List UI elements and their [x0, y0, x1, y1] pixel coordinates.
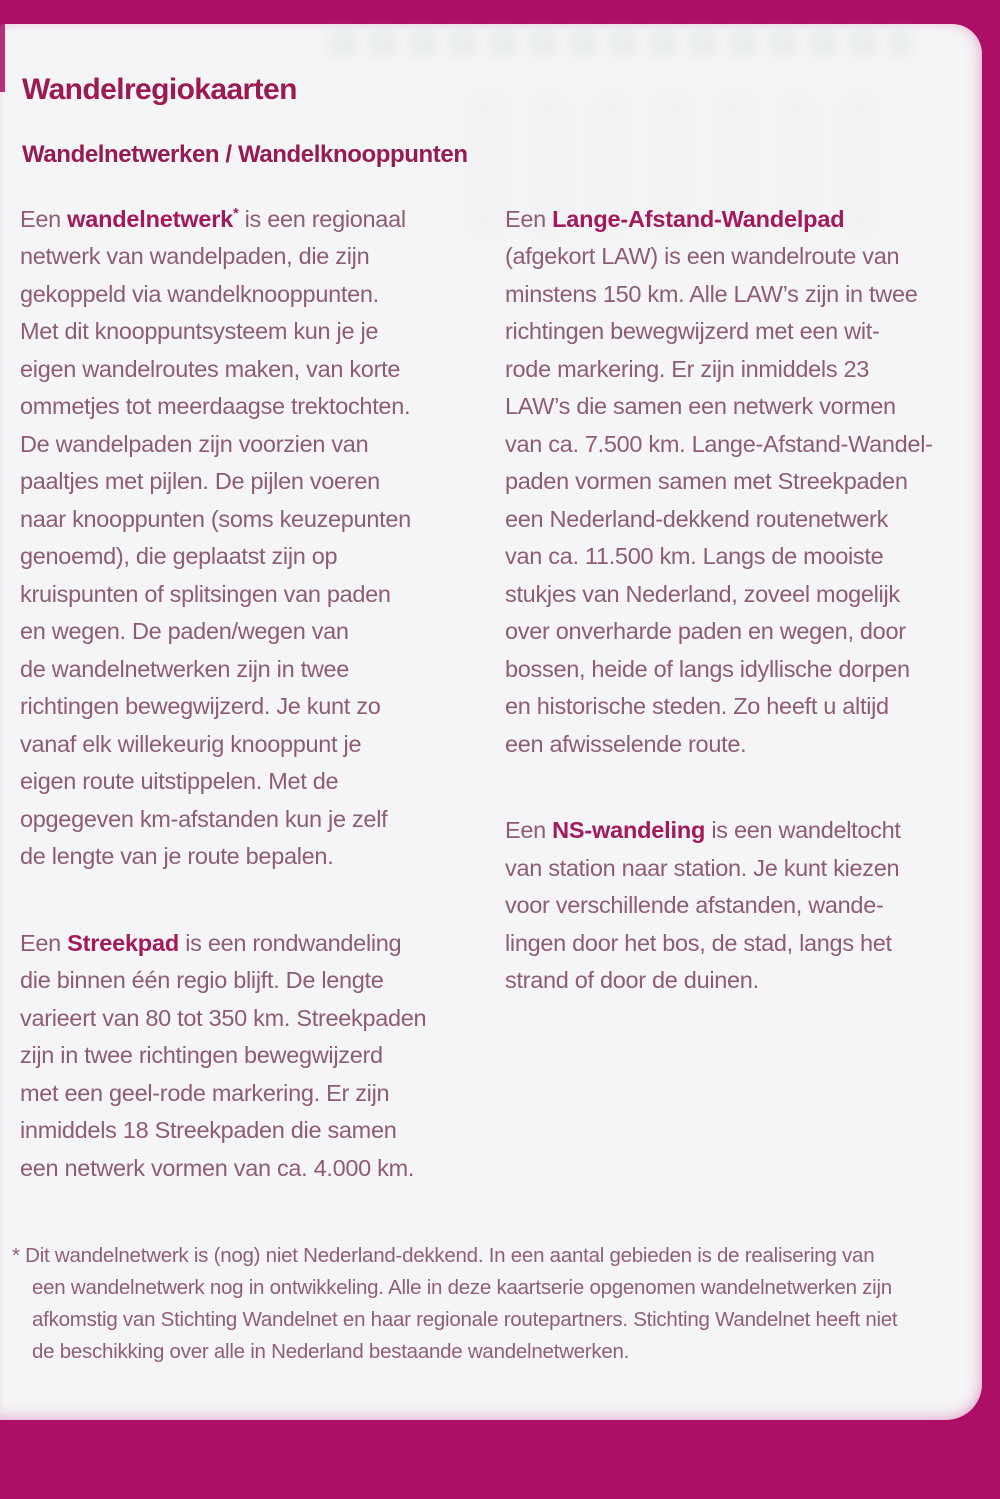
text-line: de wandelnetwerken zijn in twee: [20, 655, 350, 682]
text-line: vanaf elk willekeurig knooppunt je: [20, 730, 362, 757]
text-line: van ca. 11.500 km. Langs de mooiste: [505, 543, 884, 570]
text-line: [505, 807, 961, 849]
text-line: Met dit knooppuntsysteem kun je je: [20, 318, 379, 345]
text-line: voor verschillende afstanden, wande-: [505, 892, 884, 919]
lead-text: Een: [20, 205, 68, 232]
text-line: kruispunten of splitsingen van paden: [20, 580, 391, 607]
text-line: de lengte van je route bepalen.: [20, 843, 334, 870]
text-line: naar knooppunten (soms keuzepunten: [20, 505, 411, 532]
text-line: richtingen bewegwijzerd met een wit-: [505, 318, 880, 345]
text-line: gekoppeld via wandelknooppunten.: [20, 280, 379, 307]
paragraph-streekpad: [20, 920, 458, 1187]
text-line: De wandelpaden zijn voorzien van: [20, 430, 369, 457]
text-line: van station naar station. Je kunt kiezen: [505, 854, 900, 881]
text-line: inmiddels 18 Streekpaden die samen: [20, 1117, 397, 1144]
keyword-streekpad: Streekpad: [67, 929, 179, 956]
footnote-line: een wandelnetwerk nog in ontwikkeling. Alle in deze kaartserie opgenomen wandelnetwerken zijn: [32, 1276, 892, 1299]
text-line: een netwerk vormen van ca. 4.000 km.: [20, 1154, 415, 1181]
text-line: strand of door de duinen.: [505, 967, 759, 994]
text-line: paaltjes met pijlen. De pijlen voeren: [20, 468, 380, 495]
paragraph-lange-afstand-wandelpad: [505, 196, 961, 763]
lead-rest: is een wandeltocht: [705, 817, 901, 844]
text-line: LAW’s die samen een netwerk vormen: [505, 393, 896, 420]
lead-text: Een: [505, 817, 553, 844]
text-line: ommetjes tot meerdaagse trektochten.: [20, 393, 411, 420]
text-line: van ca. 7.500 km. Lange-Afstand-Wandel-: [505, 430, 933, 457]
lead-text: Een: [505, 205, 553, 232]
footnote-line: * Dit wandelnetwerk is (nog) niet Nederland-dekkend. In een aantal gebieden is de realisering van: [12, 1244, 875, 1267]
text-line: richtingen bewegwijzerd. Je kunt zo: [20, 693, 381, 720]
text-line: minstens 150 km. Alle LAW’s zijn in twee: [505, 280, 918, 307]
text-line: lingen door het bos, de stad, langs het: [505, 929, 892, 956]
text-line: en historische steden. Zo heeft u altijd: [505, 693, 889, 720]
right-column: [505, 196, 961, 1000]
keyword-wandelnetwerk: wandelnetwerk: [67, 205, 234, 232]
page-subtitle: Wandelnetwerken / Wandelknooppunten: [22, 141, 468, 168]
text-line: die binnen één regio blijft. De lengte: [20, 967, 384, 994]
page-paper: [0, 24, 982, 1420]
text-line: rode markering. Er zijn inmiddels 23: [505, 355, 870, 382]
text-line: netwerk van wandelpaden, die zijn: [20, 243, 370, 270]
text-line: [20, 196, 458, 238]
keyword-lange-afstand-wandelpad: Lange-Afstand-Wandelpad: [552, 205, 845, 232]
footnote-asterisk: *: [233, 206, 239, 222]
footnote-line: de beschikking over alle in Nederland bestaande wandelnetwerken.: [32, 1340, 630, 1363]
lead-rest: is een regionaal: [238, 205, 406, 232]
paragraph-ns-wandeling: [505, 807, 961, 999]
footnote: [12, 1240, 962, 1368]
text-line: (afgekort LAW) is een wandelroute van: [505, 243, 900, 270]
text-line: zijn in twee richtingen bewegwijzerd: [20, 1042, 383, 1069]
lead-text: Een: [20, 929, 68, 956]
paragraph-wandelnetwerk: [20, 196, 458, 876]
text-line: varieert van 80 tot 350 km. Streekpaden: [20, 1004, 427, 1031]
left-column: [20, 196, 458, 1187]
text-line: [505, 196, 961, 238]
keyword-ns-wandeling: NS-wandeling: [552, 817, 706, 844]
text-line: bossen, heide of langs idyllische dorpen: [505, 655, 910, 682]
text-line: [20, 920, 458, 962]
text-line: met een geel-rode markering. Er zijn: [20, 1079, 390, 1106]
text-line: over onverharde paden en wegen, door: [505, 618, 906, 645]
frame-left-sliver: [0, 0, 5, 92]
text-line: en wegen. De paden/wegen van: [20, 618, 349, 645]
text-line: paden vormen samen met Streekpaden: [505, 468, 908, 495]
page-title: Wandelregiokaarten: [22, 73, 297, 106]
bleed-through-smudge-top: [330, 28, 910, 56]
footnote-line: afkomstig van Stichting Wandelnet en haar regionale routepartners. Stichting Wandelnet heeft niet: [32, 1308, 898, 1331]
text-line: eigen route uitstippelen. Met de: [20, 768, 339, 795]
lead-rest: is een rondwandeling: [179, 929, 402, 956]
text-line: genoemd), die geplaatst zijn op: [20, 543, 338, 570]
text-line: een Nederland-dekkend routenetwerk: [505, 505, 889, 532]
text-line: stukjes van Nederland, zoveel mogelijk: [505, 580, 900, 607]
text-line: eigen wandelroutes maken, van korte: [20, 355, 401, 382]
text-line: een afwisselende route.: [505, 730, 747, 757]
text-line: opgegeven km-afstanden kun je zelf: [20, 805, 388, 832]
